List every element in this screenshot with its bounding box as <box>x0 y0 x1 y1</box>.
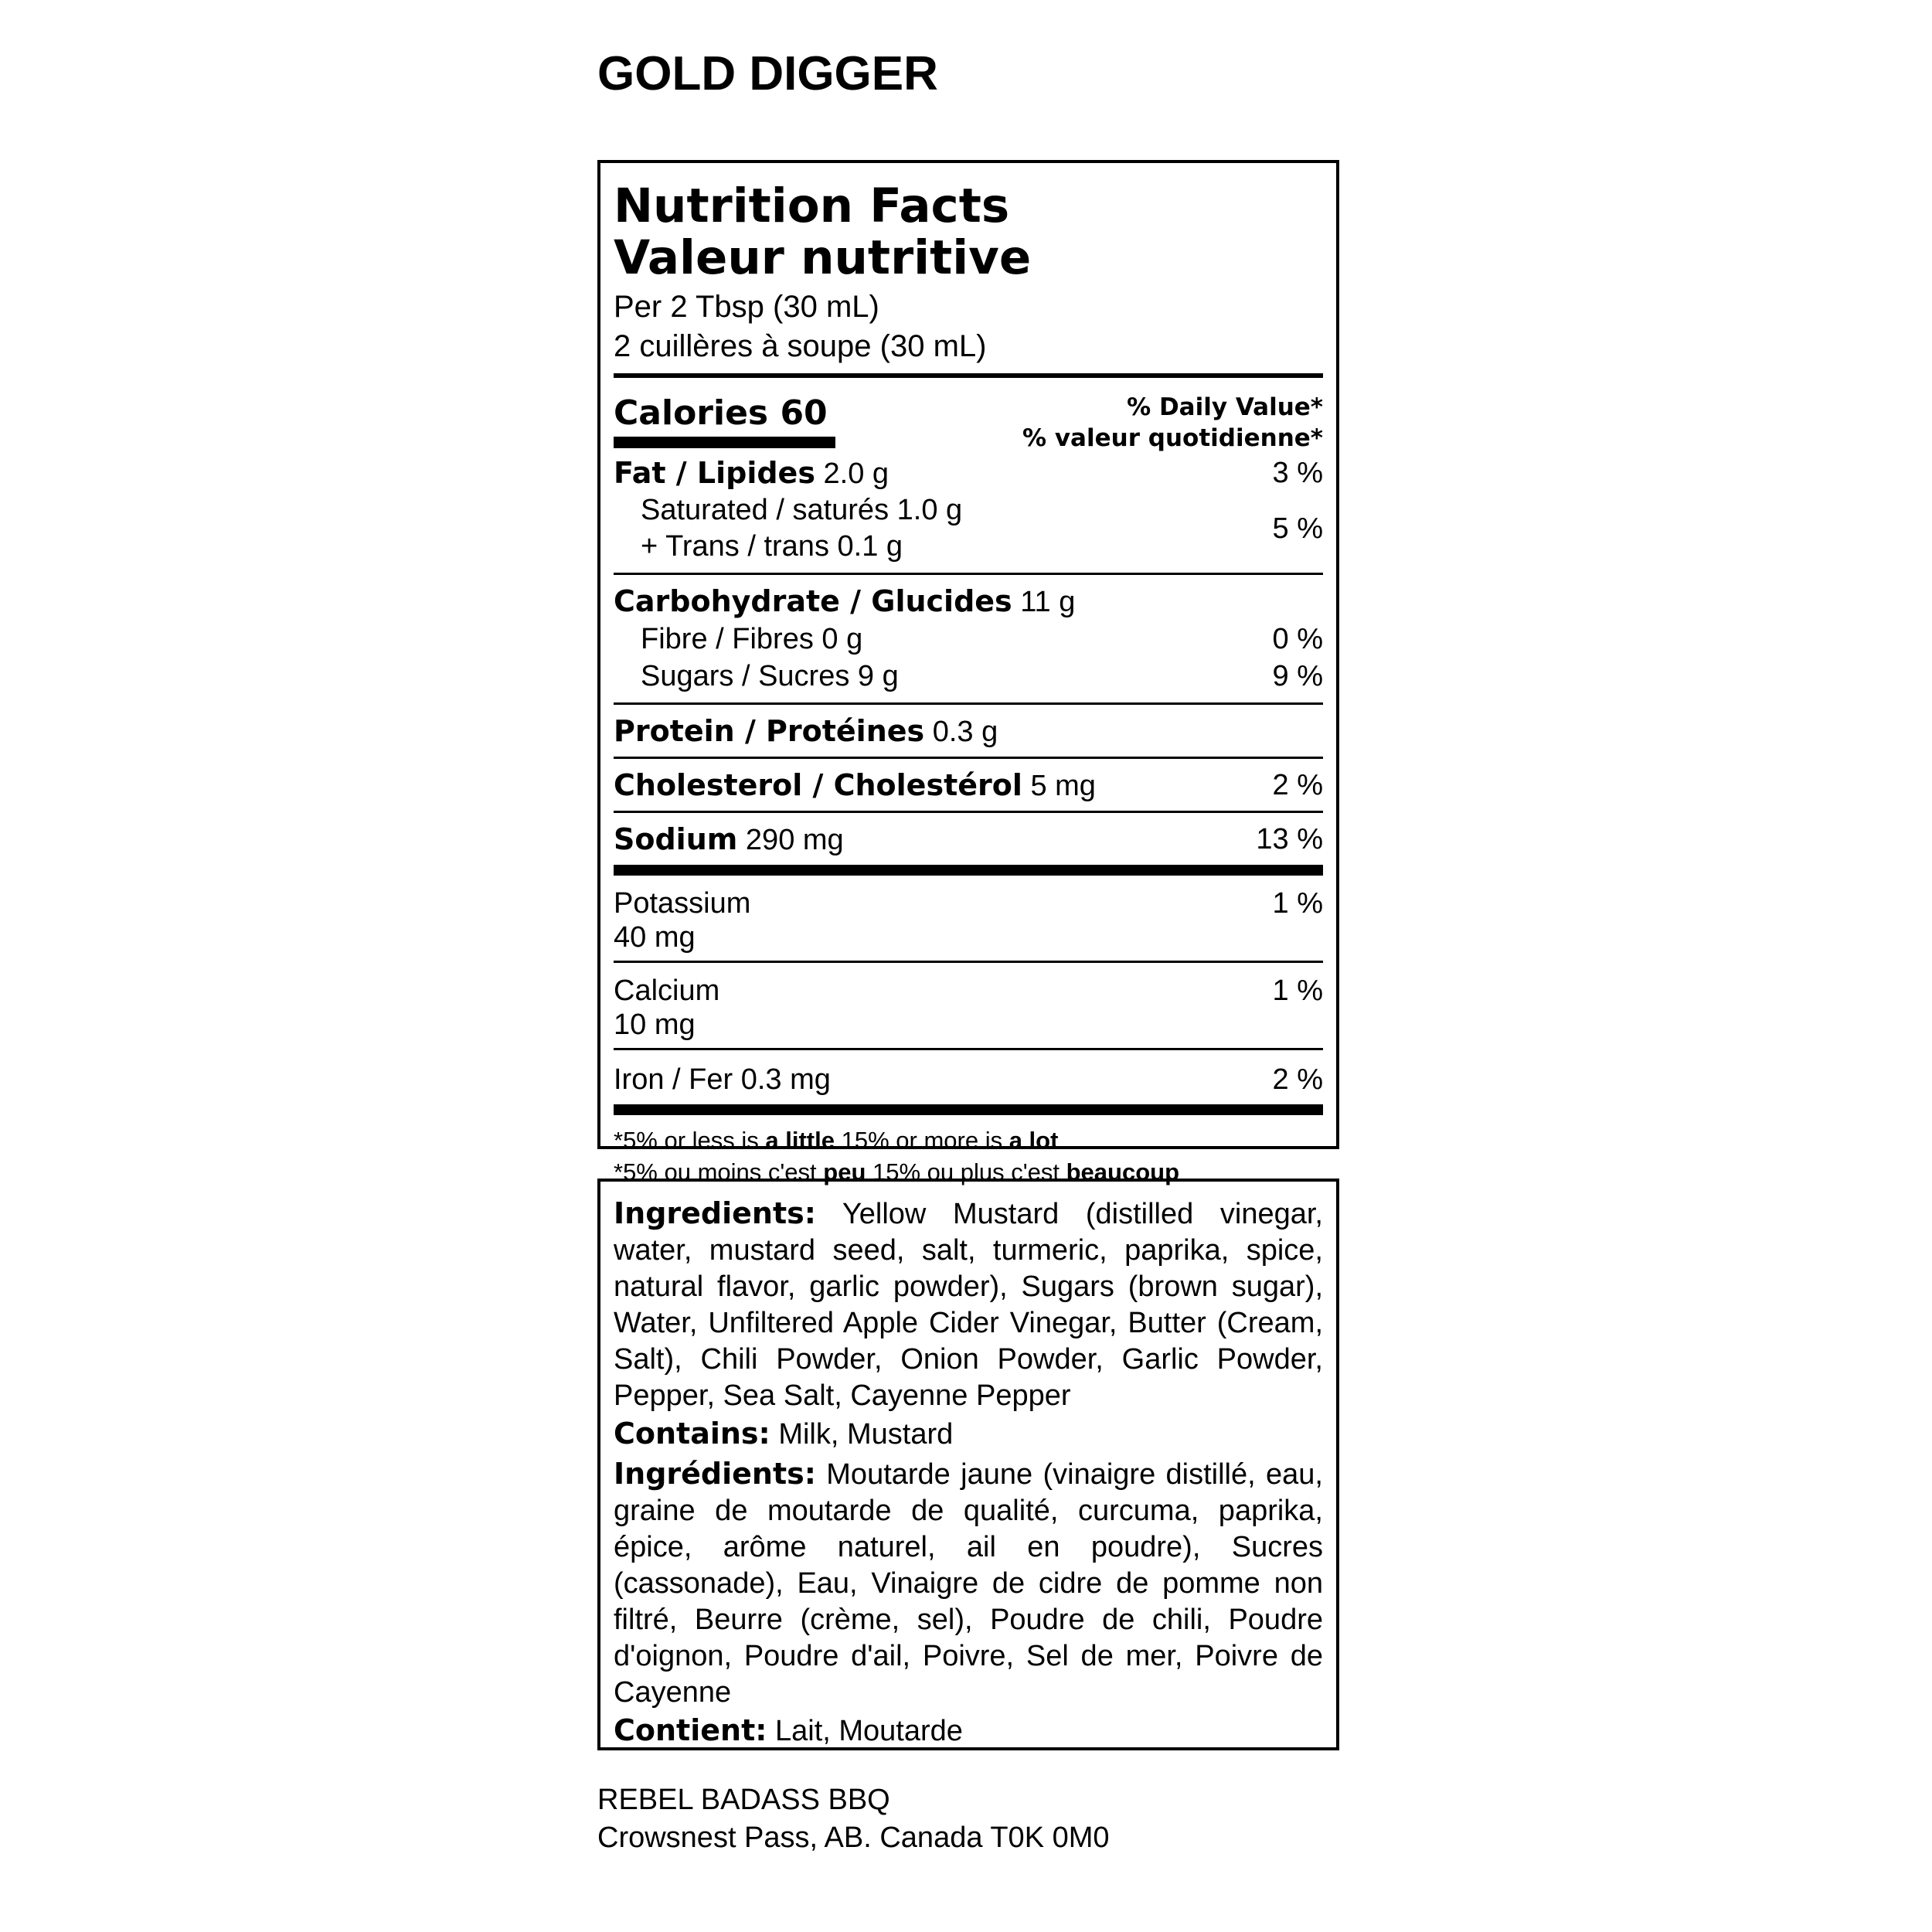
saturated-label: Saturated / saturés <box>641 494 889 526</box>
serving-size-en: Per 2 Tbsp (30 mL) <box>614 290 879 324</box>
protein-label: Protein / Protéines <box>614 714 925 748</box>
nutrition-title-fr: Valeur nutritive <box>614 230 1032 285</box>
divider-thick <box>614 865 1323 876</box>
contains-en <box>614 1416 1323 1453</box>
sodium-label: Sodium <box>614 822 738 856</box>
contains-fr-text: Lait, Moutarde <box>775 1715 963 1747</box>
serving-size-fr: 2 cuillères à soupe (30 mL) <box>614 329 987 363</box>
protein-amount: 0.3 g <box>932 716 998 748</box>
potassium-amount: 40 mg <box>614 921 696 954</box>
fibre-amount: 0 g <box>821 623 863 655</box>
daily-value-header <box>1022 392 1323 454</box>
sugars-row <box>614 658 1323 695</box>
calories-underline <box>614 437 835 448</box>
calories-value: 60 <box>780 393 828 433</box>
trans-label: + Trans / trans <box>641 530 829 563</box>
contains-en-label: Contains: <box>614 1417 770 1451</box>
saturated-trans-dv: 5 % <box>1272 512 1323 545</box>
sugars-dv: 9 % <box>1272 660 1323 692</box>
fat-amount: 2.0 g <box>823 457 889 490</box>
footnote-en-lot: a lot <box>1009 1127 1059 1154</box>
footnote-fr-lot: beaucoup <box>1066 1158 1180 1185</box>
calcium-dv: 1 % <box>1272 975 1323 1007</box>
iron-dv: 2 % <box>1272 1063 1323 1096</box>
footnote-en-text: *5% or less is <box>614 1127 766 1154</box>
product-title: GOLD DIGGER <box>597 47 938 100</box>
daily-value-header-fr: % valeur quotidienne* <box>1022 424 1323 452</box>
sodium-dv: 13 % <box>1256 823 1323 855</box>
calories-label: Calories <box>614 393 769 433</box>
calcium-row <box>614 963 1323 1048</box>
saturated-trans-group <box>614 492 1323 565</box>
sugars-label: Sugars / Sucres <box>641 660 850 692</box>
carbohydrate-label: Carbohydrate / Glucides <box>614 584 1012 618</box>
calcium-amount: 10 mg <box>614 1009 696 1041</box>
ingredients-en-text: Yellow Mustard (distilled vinegar, water, mustard seed, salt, turmeric, paprika, spice, natural flavor, garlic powder), Sugars (brown sugar), Water, Unfiltered Apple Cider Vinegar, Butter (Cream, Salt), Chili Powder, Onion Powder, Garlic Powder, Pepper, Sea Salt, Cayenne Pepper <box>614 1198 1323 1412</box>
fat-label: Fat / Lipides <box>614 456 815 490</box>
contains-fr <box>614 1713 1323 1750</box>
fibre-dv: 0 % <box>1272 623 1323 655</box>
carbohydrate-amount: 11 g <box>1020 586 1076 618</box>
calories <box>614 392 828 435</box>
divider-thick <box>614 1104 1323 1115</box>
cholesterol-row <box>614 759 1323 811</box>
company-info <box>597 1781 1110 1857</box>
ingredients-fr-label: Ingrédients: <box>614 1457 816 1491</box>
iron-amount: 0.3 mg <box>740 1063 831 1096</box>
potassium-label: Potassium <box>614 887 751 920</box>
footnote-en <box>614 1124 1323 1156</box>
potassium-dv: 1 % <box>1272 887 1323 920</box>
footnote-en-little: a little <box>765 1127 835 1154</box>
sodium-row <box>614 813 1323 865</box>
ingredients-box <box>597 1179 1339 1750</box>
cholesterol-amount: 5 mg <box>1030 770 1096 802</box>
carbohydrate-row <box>614 575 1323 621</box>
trans-amount: 0.1 g <box>837 530 903 563</box>
calories-row <box>614 378 1323 453</box>
cholesterol-label: Cholesterol / Cholestérol <box>614 768 1022 802</box>
contains-fr-label: Contient: <box>614 1713 767 1747</box>
footnote-en-text: 15% or more is <box>835 1127 1009 1154</box>
saturated-row <box>614 492 962 529</box>
footnote-fr-text: *5% ou moins c'est <box>614 1158 824 1185</box>
footnote-fr-text: 15% ou plus c'est <box>866 1158 1066 1185</box>
iron-row <box>614 1050 1323 1104</box>
cholesterol-dv: 2 % <box>1272 769 1323 801</box>
fat-row <box>614 453 1323 492</box>
saturated-amount: 1.0 g <box>896 494 963 526</box>
ingredients-fr-text: Moutarde jaune (vinaigre distillé, eau, graine de moutarde de qualité, curcuma, paprika, épice, arôme naturel, ail en poudre), Sucres (cassonade), Eau, Vinaigre de cidre de pomme non filtré, Beurre (crème, sel), Poudre de chili, Poudre d'oignon, Poudre d'ail, Poivre, Sel de mer, Poivre de Cayenne <box>614 1458 1323 1709</box>
iron-label: Iron / Fer <box>614 1063 733 1096</box>
serving-size <box>614 287 1323 366</box>
potassium-row <box>614 876 1323 961</box>
daily-value-header-en: % Daily Value* <box>1127 393 1323 421</box>
nutrition-facts-table <box>597 160 1339 1185</box>
sodium-amount: 290 mg <box>745 824 844 856</box>
fat-dv: 3 % <box>1272 457 1323 489</box>
sugars-amount: 9 g <box>857 660 899 692</box>
fibre-label: Fibre / Fibres <box>641 623 814 655</box>
ingredients-en <box>614 1196 1323 1414</box>
nutrition-title-en: Nutrition Facts <box>614 179 1010 233</box>
daily-value-footnote <box>614 1115 1323 1188</box>
fibre-row <box>614 621 1323 658</box>
trans-row <box>614 529 903 565</box>
protein-row <box>614 705 1323 757</box>
company-address: Crowsnest Pass, AB. Canada T0K 0M0 <box>597 1821 1110 1854</box>
footnote-fr-little: peu <box>823 1158 866 1185</box>
ingredients-en-label: Ingredients: <box>614 1196 816 1230</box>
company-name: REBEL BADASS BBQ <box>597 1784 890 1816</box>
contains-en-text: Milk, Mustard <box>778 1418 954 1451</box>
ingredients-fr <box>614 1456 1323 1711</box>
calcium-label: Calcium <box>614 975 720 1007</box>
